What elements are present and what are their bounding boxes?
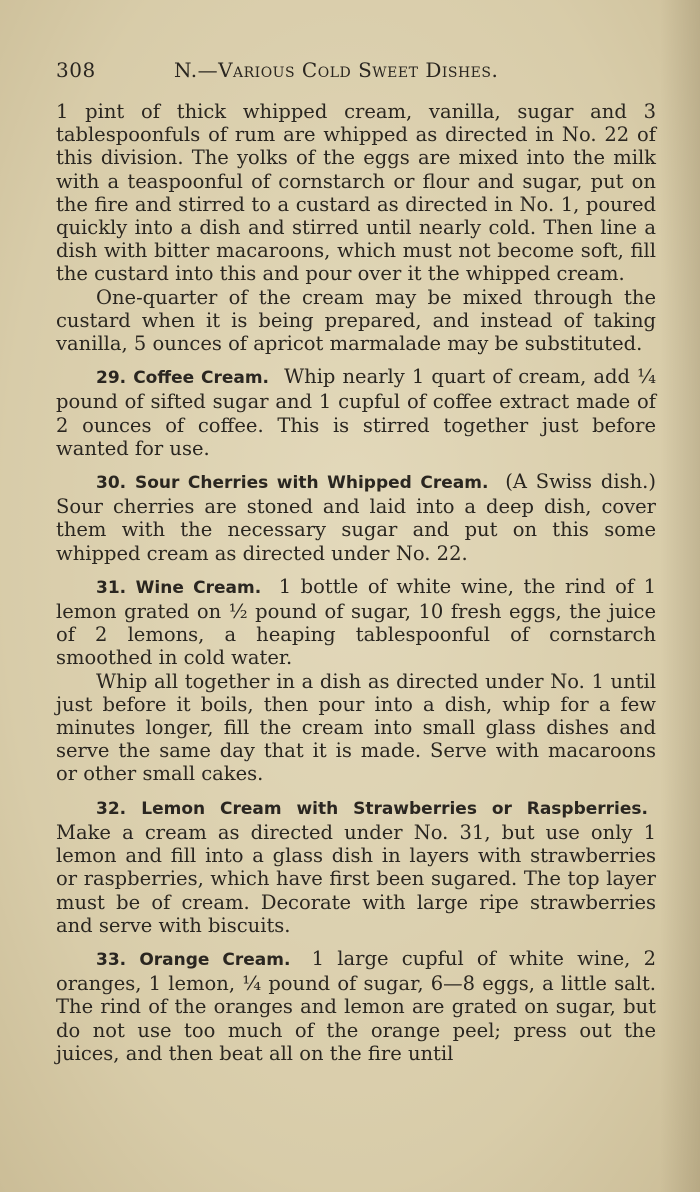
recipe-title: Wine Cream. (135, 577, 262, 598)
recipe-text: 1 bottle of white wine, the rind of 1 lemon grated on ½ pound of sugar, 10 fresh eggs, the juice of 2 lemons, a heaping tablespoonful of cornstarch smoothed in cold water. (56, 574, 656, 670)
recipe-text: (A Swiss dish.) Sour cherries are stoned and laid into a deep dish, cover them with the necessary sugar and put on this some whipped cream as directed under No. 22. (56, 470, 656, 565)
recipe-number: 31. (96, 577, 127, 598)
recipe-title: Coffee Cream. (133, 368, 270, 389)
paragraph: One-quarter of the cream may be mixed through the custard when it is being prepared, and instead of taking vanilla, 5 ounces of apricot marmalade may be substituted. (56, 285, 656, 356)
recipe-paragraph (56, 796, 656, 937)
recipe-text: Make a cream as directed under No. 31, but use only 1 lemon and fill into a glass dish in layers with strawberries or raspberries, which have first been sugared. The top layer must be of cream. Decorate with large ripe strawberries and serve with biscuits. (56, 820, 656, 937)
recipe-text: Whip nearly 1 quart of cream, add ¼ pound of sifted sugar and 1 cupful of coffee extract made of 2 ounces of coffee. This is stirred together just before wanted for use. (56, 365, 656, 460)
recipe-31 (56, 575, 656, 786)
recipe-paragraph: Whip all together in a dish as directed under No. 1 until just before it boils, then pour into a dish, whip for a few minutes longer, fill the cream into small glass dishes and serve the same day that it is made. Serve with macaroons or other small cakes. (56, 669, 656, 786)
recipe-title: Lemon Cream with Strawberries or Raspberries. (141, 798, 648, 819)
recipe-32 (56, 796, 656, 937)
running-head (56, 58, 656, 92)
recipe-33 (56, 947, 656, 1065)
recipe-title: Sour Cherries with Whipped Cream. (134, 473, 489, 494)
recipe-30 (56, 470, 656, 565)
recipe-paragraph (56, 575, 656, 670)
page-number: 308 (56, 58, 96, 82)
paragraph: 1 pint of thick whipped cream, vanilla, sugar and 3 tablespoonfuls of rum are whipped as directed in No. 22 of this division. The yolks of the eggs are mixed into the milk with a teaspoonful of cornstarch or flour and sugar, put on the fire and stirred to a custard as directed in No. 1, poured quickly into a dish and stirred until nearly cold. Then line a dish with bitter macaroons, which must not become soft, fill the custard into this and pour over it the whipped cream. (56, 100, 656, 286)
recipe-29 (56, 365, 656, 460)
recipe-paragraph (56, 470, 656, 565)
recipe-number: 33. (96, 949, 127, 970)
page-edge-shadow (660, 0, 700, 1192)
running-title: N.—Various Cold Sweet Dishes. (174, 58, 499, 82)
recipe-paragraph (56, 365, 656, 460)
recipe-number: 32. (96, 798, 127, 819)
page-content (56, 58, 656, 1065)
recipe-paragraph (56, 947, 656, 1065)
recipe-number: 29. (96, 368, 127, 389)
recipe-title: Orange Cream. (139, 949, 291, 970)
recipe-text: 1 large cupful of white wine, 2 oranges, 1 lemon, ¼ pound of sugar, 6—8 eggs, a little salt. The rind of the oranges and lemon are grated on sugar, but do not use too much of the orange peel; press out the juices, and then beat all on the fire until (56, 946, 657, 1065)
recipe-number: 30. (96, 473, 127, 494)
